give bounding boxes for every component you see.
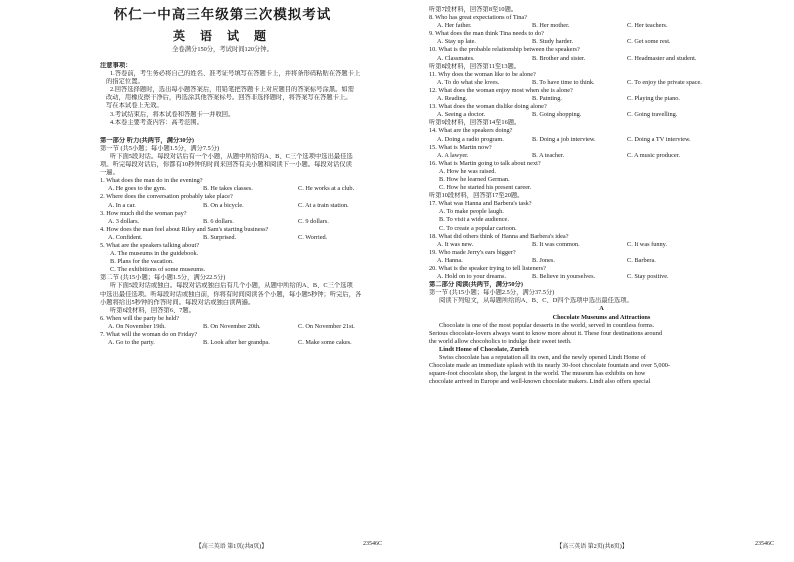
option: B. Doing a job interview. (532, 135, 596, 143)
option: C. Barbera. (627, 256, 656, 264)
option: A. On November 19th. (108, 322, 166, 330)
passage-line: Swiss chocolate has a reputation all its own, and the newly opened Lindt Home of (439, 354, 646, 362)
option: B. A teacher. (532, 151, 565, 159)
option: C. Make some cakes. (298, 339, 352, 347)
options (429, 257, 774, 265)
question: 17. What was Hanna and Barbera's task? (429, 200, 532, 208)
options (429, 111, 774, 119)
options (429, 79, 774, 87)
footer-label: 【高三英语 第1页(共8页)】 (195, 544, 268, 550)
passage-line: Chocolate made an immediate splash with its nearly 30-foot chocolate fountain and over 5,000- (429, 362, 670, 370)
notice-line: 3.考试结束后，将本试卷和答题卡一并收回。 (110, 110, 235, 118)
option: C. To enjoy the private space. (627, 78, 702, 86)
option: A. How he was raised. (439, 167, 497, 175)
options (429, 38, 774, 46)
question: 18. What did others think of Hanna and Barbera's idea? (429, 232, 569, 240)
option: C. It was funny. (627, 240, 667, 248)
option: B. To visit a wide audience. (439, 216, 509, 224)
passage-line: chocolate arrived in Europe and well-known chocolate makers. Lindt also offers special (429, 378, 651, 386)
option: A. The museums in the guidebook. (110, 250, 199, 258)
option: C. Playing the piano. (627, 95, 680, 103)
question: 7. What will the woman do on Friday? (100, 331, 198, 338)
option: A. To do what she loves. (437, 78, 500, 86)
option: A. Hanna. (437, 256, 463, 264)
option: B. Painting. (532, 95, 562, 103)
section2-desc: 听下面5段对话或独白。每段对话或独白后有几个小题，从题中所给的A、B、C三个选项 (110, 282, 353, 290)
option: B. On November 20th. (203, 322, 261, 330)
option: C. Her teachers. (627, 22, 668, 30)
question: 1. What does the man do in the evening? (100, 177, 203, 185)
option: C. To create a popular cartoon. (439, 224, 517, 232)
footer-code: 23546C (362, 541, 382, 547)
passage-subheading: Lindt Home of Chocolate, Zurich (439, 345, 529, 353)
options (429, 55, 774, 63)
question: 6. When will the party be held? (100, 314, 180, 322)
passage-line: Chocolate is one of the most popular desserts in the world, served in countless forms. (439, 321, 655, 329)
option: B. Brother and sister. (532, 54, 586, 62)
option: B. How he learned German. (439, 175, 510, 183)
option: A. A lawyer. (437, 151, 469, 159)
section1-desc: 一遍。 (100, 169, 119, 177)
option: C. A music producer. (627, 151, 680, 159)
page-footer (429, 541, 774, 550)
question: 11. Why does the woman like to be alone? (429, 70, 536, 78)
part2-title: 第二部分 阅读(共两节，满分50分) (429, 281, 523, 289)
question: 9. What does the man think Tina needs to do? (429, 30, 544, 38)
option: C. At a train station. (298, 201, 349, 209)
option: B. Plans for the vacation. (110, 258, 174, 266)
option: A. It was new. (437, 240, 474, 248)
notice-line: 的指定位置。 (106, 78, 144, 86)
option: B. Jones. (532, 256, 555, 264)
option: A. To make people laugh. (439, 208, 504, 216)
footer-code: 23546C (754, 541, 774, 547)
part2-section1-title: 第一节 (共15小题；每小题2.5分，满分37.5分) (429, 289, 555, 297)
question: 16. What is Martin going to talk about next? (429, 159, 541, 167)
question: 13. What does the woman dislike doing alone? (429, 103, 547, 111)
question: 5. What are the speakers talking about? (100, 241, 200, 249)
question: 4. How does the man feel about Riley and Sam's starting business? (100, 225, 269, 233)
options (100, 185, 385, 193)
option: A. Confident. (108, 233, 143, 241)
section1-title: 第一节 (共5小题；每小题1.5分，满分7.5分) (100, 144, 220, 152)
part1-title: 第一部分 听力(共两节，满分30分) (100, 136, 194, 144)
option: A. Doing a radio program. (437, 135, 504, 143)
option: C. He works at a club. (298, 185, 355, 193)
option: B. Her mother. (532, 22, 570, 30)
option: C. 9 dollars. (298, 217, 329, 225)
options (100, 323, 385, 331)
section2-desc: 中选出最佳选项。听每段对话或独白前，你将有时间阅读各个小题，每小题5秒钟；听完后，各 (100, 290, 362, 298)
option: A. Hold on to your dreams. (437, 273, 507, 281)
option: B. Believe in yourselves. (532, 273, 596, 281)
options (429, 273, 774, 281)
option: C. Get some rest. (627, 38, 671, 46)
option: C. The exhibitions of some museums. (110, 266, 206, 274)
option: B. Look after her grandpa. (203, 339, 270, 347)
option: A. Classmates. (437, 54, 475, 62)
question: 14. What are the speakers doing? (429, 127, 513, 135)
question: 20. What is the speaker trying to tell listeners? (429, 265, 546, 272)
notice-line: 4.本卷主要考查内容：高考范围。 (110, 118, 203, 126)
option: A. In a car. (108, 201, 136, 209)
notice-line: 写在本试卷上无效。 (106, 102, 163, 110)
exam-title: 怀仁一中高三年级第三次模拟考试 (113, 7, 332, 22)
page-footer (100, 541, 382, 550)
question: 10. What is the probable relationship between the speakers? (429, 46, 580, 54)
options (429, 22, 774, 30)
passage-line: the world allow chocoholics to indulge their sweet teeth. (429, 337, 572, 345)
section2-desc: 听第6段材料，回答第6、7题。 (110, 306, 196, 314)
notice-title: 注意事项： (100, 62, 132, 69)
listening-intro: 听第7段材料，回答第8至10题。 (429, 6, 518, 13)
options (100, 339, 385, 347)
passage-title: Chocolate Museums and Attractions (552, 313, 651, 321)
options (429, 241, 774, 249)
option: A. Stay up late. (437, 38, 476, 46)
option: B. It was common. (532, 240, 580, 248)
passage-line: Serious chocolate-lovers always want to know more about it. These four destinations around (429, 329, 662, 337)
question: 2. Where does the conversation probably take place? (100, 193, 233, 201)
option: A. Seeing a doctor. (437, 111, 486, 119)
options (100, 234, 385, 242)
section2-title: 第二节 (共15小题；每小题1.5分，满分22.5分) (100, 274, 226, 282)
option: A. 3 dollars. (108, 217, 140, 225)
part2-section1-desc: 阅读下列短文，从每题所给的A、B、C、D四个选项中选出最佳选项。 (439, 297, 633, 305)
option: B. 6 dollars. (203, 217, 234, 225)
option: B. Surprised. (203, 233, 237, 241)
listening-intro: 听第8段材料，回答第11至13题。 (429, 62, 521, 70)
option: C. Stay positive. (627, 273, 669, 281)
passage-letter: A (599, 305, 604, 313)
notice-line: 1.答卷前，考生务必将自己的姓名、准考证号填写在答题卡上，并将条形码粘贴在答题卡上 (110, 70, 361, 78)
question: 15. What is Martin now? (429, 143, 492, 151)
options (100, 202, 385, 210)
option: C. Worried. (298, 233, 328, 241)
notice-line: 2.回答选择题时，选出每小题答案后，用铅笔把答题卡上对应题目的答案标号涂黑。如需 (110, 86, 355, 94)
option: B. He takes classes. (203, 185, 253, 193)
option: B. On a bicycle. (203, 201, 244, 209)
listening-intro: 听第10段材料，回答第17至20题。 (429, 192, 524, 200)
option: A. Go to the party. (108, 339, 155, 347)
option: B. Study harder. (532, 38, 573, 46)
option: A. Reading. (437, 95, 468, 103)
section1-desc: 听下面5段对话。每段对话后有一个小题，从题中所给的A、B、C三个选项中选出最佳选 (110, 152, 353, 160)
options (429, 136, 774, 144)
notice-line: 改动，用橡皮擦干净后，再选涂其他答案标号。回答非选择题时，将答案写在答题卡上。 (106, 94, 352, 102)
option: C. Doing a TV interview. (627, 135, 691, 143)
passage-line: square-foot chocolate shop, the largest in the world. The museum has exhibits on how (429, 370, 646, 378)
option: C. Going travelling. (627, 111, 678, 119)
option: A. Her father. (437, 22, 472, 30)
question: 8. Who has great expectations of Tina? (429, 14, 527, 22)
section1-desc: 项。听完每段对话后，你都有10秒钟的时间来回答有关小题和阅读下一小题。每段对话仅读 (100, 161, 352, 169)
option: C. On November 21st. (298, 322, 355, 330)
page-right (397, 0, 794, 562)
exam-subject: 英 语 试 题 (172, 29, 272, 43)
options (429, 152, 774, 160)
option: C. How he started his present career. (439, 184, 532, 192)
option: C. Headmaster and student. (627, 54, 697, 62)
option: A. He goes to the gym. (108, 185, 167, 193)
option: B. To have time to think. (532, 78, 595, 86)
listening-intro: 听第9段材料，回答第14至16题。 (429, 119, 521, 127)
question: 12. What does the woman enjoy most when she is alone? (429, 86, 573, 94)
exam-meta: 全卷满分150分，考试时间120分钟。 (172, 46, 273, 53)
section2-desc: 小题将给出5秒钟的作答时间。每段对话或独白读两遍。 (100, 298, 255, 306)
option: B. Going shopping. (532, 111, 582, 119)
question: 3. How much did the woman pay? (100, 209, 187, 217)
question: 19. Who made Jerry's ears bigger? (429, 248, 516, 256)
options (100, 218, 385, 226)
footer-label: 【高三英语 第2页(共8页)】 (556, 544, 628, 550)
options (429, 95, 774, 103)
